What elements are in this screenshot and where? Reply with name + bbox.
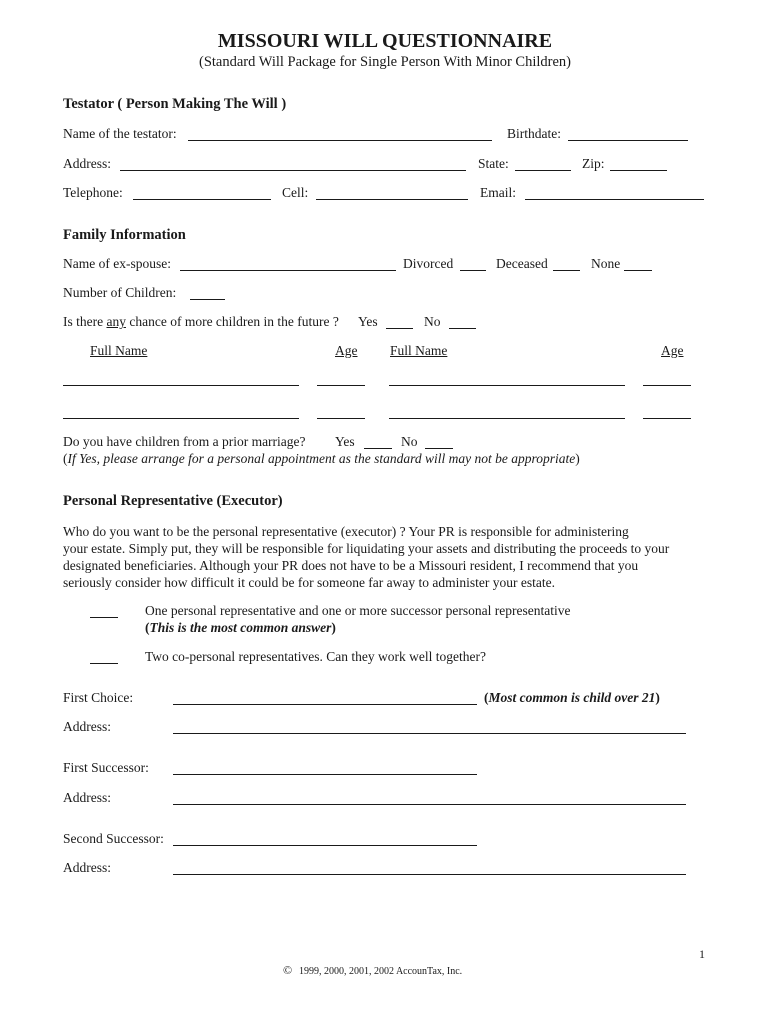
deceased-label: Deceased bbox=[496, 256, 548, 271]
pr-option-1-note bbox=[145, 620, 336, 636]
pr-option-1-check[interactable] bbox=[90, 617, 118, 618]
none-label: None bbox=[591, 256, 621, 271]
pr-option-2-text: Two co-personal representatives. Can they work well together? bbox=[145, 649, 486, 664]
pr-paragraph-line: your estate. Simply put, they will be responsible for liquidating your assets and distributing the proceeds to your bbox=[63, 541, 670, 556]
first-successor-label: First Successor: bbox=[63, 760, 149, 775]
pr-paragraph-line: seriously consider how difficult it could be for someone far away to administer your estate. bbox=[63, 575, 555, 590]
first-successor-field[interactable] bbox=[173, 774, 477, 775]
first-choice-note-open: ( bbox=[484, 690, 489, 705]
zip-field[interactable] bbox=[610, 170, 667, 171]
children-col-full-name-1: Full Name bbox=[90, 343, 148, 358]
child-3-age-field[interactable] bbox=[317, 418, 365, 419]
none-field[interactable] bbox=[624, 270, 652, 271]
prior-note-open: ( bbox=[63, 451, 68, 466]
first-choice-label: First Choice: bbox=[63, 690, 134, 705]
more-children-any: any bbox=[106, 314, 126, 329]
page-subtitle: (Standard Will Package for Single Person With Minor Children) bbox=[198, 54, 571, 70]
prior-marriage-yes-field[interactable] bbox=[364, 448, 392, 449]
children-count-field[interactable] bbox=[190, 299, 225, 300]
prior-note-close: ) bbox=[575, 451, 580, 466]
child-3-name-field[interactable] bbox=[63, 418, 299, 419]
child-4-name-field[interactable] bbox=[389, 418, 625, 419]
child-1-name-field[interactable] bbox=[63, 385, 299, 386]
child-2-name-field[interactable] bbox=[389, 385, 625, 386]
more-children-post: chance of more children in the future ? bbox=[125, 314, 339, 329]
pr-option-1-note-close: ) bbox=[331, 620, 336, 635]
cell-label: Cell: bbox=[282, 185, 309, 200]
first-successor-address-field[interactable] bbox=[173, 804, 686, 805]
copyright-text: 1999, 2000, 2001, 2002 AccounTax, Inc. bbox=[299, 966, 463, 977]
prior-note-text: If Yes, please arrange for a personal appointment as the standard will may not be appropriate bbox=[67, 451, 576, 466]
birthdate-field[interactable] bbox=[568, 140, 688, 141]
first-choice-note bbox=[484, 690, 660, 706]
child-2-age-field[interactable] bbox=[643, 385, 691, 386]
more-children-no-label: No bbox=[424, 314, 441, 329]
state-field[interactable] bbox=[515, 170, 571, 171]
more-children-pre: Is there bbox=[63, 314, 107, 329]
second-successor-label: Second Successor: bbox=[63, 831, 164, 846]
pr-paragraph bbox=[63, 523, 713, 591]
deceased-field[interactable] bbox=[553, 270, 580, 271]
birthdate-label: Birthdate: bbox=[507, 126, 561, 141]
family-heading: Family Information bbox=[63, 227, 186, 243]
telephone-label: Telephone: bbox=[63, 185, 123, 200]
more-children-yes-label: Yes bbox=[358, 314, 378, 329]
prior-marriage-question: Do you have children from a prior marriage? bbox=[63, 434, 306, 449]
testator-heading: Testator ( Person Making The Will ) bbox=[63, 96, 287, 112]
copyright-icon: © bbox=[283, 963, 293, 977]
children-count-label: Number of Children: bbox=[63, 285, 177, 300]
prior-marriage-no-label: No bbox=[401, 434, 418, 449]
child-1-age-field[interactable] bbox=[317, 385, 365, 386]
second-successor-field[interactable] bbox=[173, 845, 477, 846]
children-col-age-1: Age bbox=[335, 343, 358, 358]
page-title: MISSOURI WILL QUESTIONNAIRE bbox=[217, 30, 553, 52]
first-choice-note-close: ) bbox=[655, 690, 660, 705]
children-col-age-2: Age bbox=[661, 343, 684, 358]
pr-paragraph-line: Who do you want to be the personal representative (executor) ? Your PR is responsible for administering bbox=[63, 524, 629, 539]
prior-marriage-note bbox=[63, 451, 580, 467]
cell-field[interactable] bbox=[316, 199, 468, 200]
address-field[interactable] bbox=[120, 170, 466, 171]
divorced-field[interactable] bbox=[460, 270, 486, 271]
pr-option-1-note-open: ( bbox=[145, 620, 150, 635]
zip-label: Zip: bbox=[582, 156, 605, 171]
state-label: State: bbox=[478, 156, 509, 171]
email-label: Email: bbox=[480, 185, 516, 200]
child-4-age-field[interactable] bbox=[643, 418, 691, 419]
divorced-label: Divorced bbox=[403, 256, 454, 271]
first-choice-field[interactable] bbox=[173, 704, 477, 705]
more-children-no-field[interactable] bbox=[449, 328, 476, 329]
email-field[interactable] bbox=[525, 199, 704, 200]
address-label: Address: bbox=[63, 156, 111, 171]
pr-option-1-text: One personal representative and one or more successor personal representative bbox=[145, 603, 571, 618]
ex-spouse-field[interactable] bbox=[180, 270, 396, 271]
page-number: 1 bbox=[699, 947, 705, 961]
children-col-full-name-2: Full Name bbox=[390, 343, 448, 358]
telephone-field[interactable] bbox=[133, 199, 271, 200]
prior-marriage-no-field[interactable] bbox=[425, 448, 453, 449]
pr-option-2-check[interactable] bbox=[90, 663, 118, 664]
ex-spouse-label: Name of ex-spouse: bbox=[63, 256, 171, 271]
more-children-yes-field[interactable] bbox=[386, 328, 413, 329]
second-successor-address-label: Address: bbox=[63, 860, 111, 875]
pr-paragraph-line: designated beneficiaries. Although your PR does not have to be a Missouri resident, I recommend that you bbox=[63, 558, 639, 573]
first-choice-address-field[interactable] bbox=[173, 733, 686, 734]
pr-heading: Personal Representative (Executor) bbox=[63, 493, 283, 509]
prior-marriage-yes-label: Yes bbox=[335, 434, 355, 449]
first-choice-address-label: Address: bbox=[63, 719, 111, 734]
more-children-question bbox=[63, 314, 339, 330]
testator-name-field[interactable] bbox=[188, 140, 492, 141]
testator-name-label: Name of the testator: bbox=[63, 126, 177, 141]
first-choice-note-text: Most common is child over 21 bbox=[488, 690, 656, 705]
first-successor-address-label: Address: bbox=[63, 790, 111, 805]
pr-option-1-note-text: This is the most common answer bbox=[149, 620, 332, 635]
second-successor-address-field[interactable] bbox=[173, 874, 686, 875]
